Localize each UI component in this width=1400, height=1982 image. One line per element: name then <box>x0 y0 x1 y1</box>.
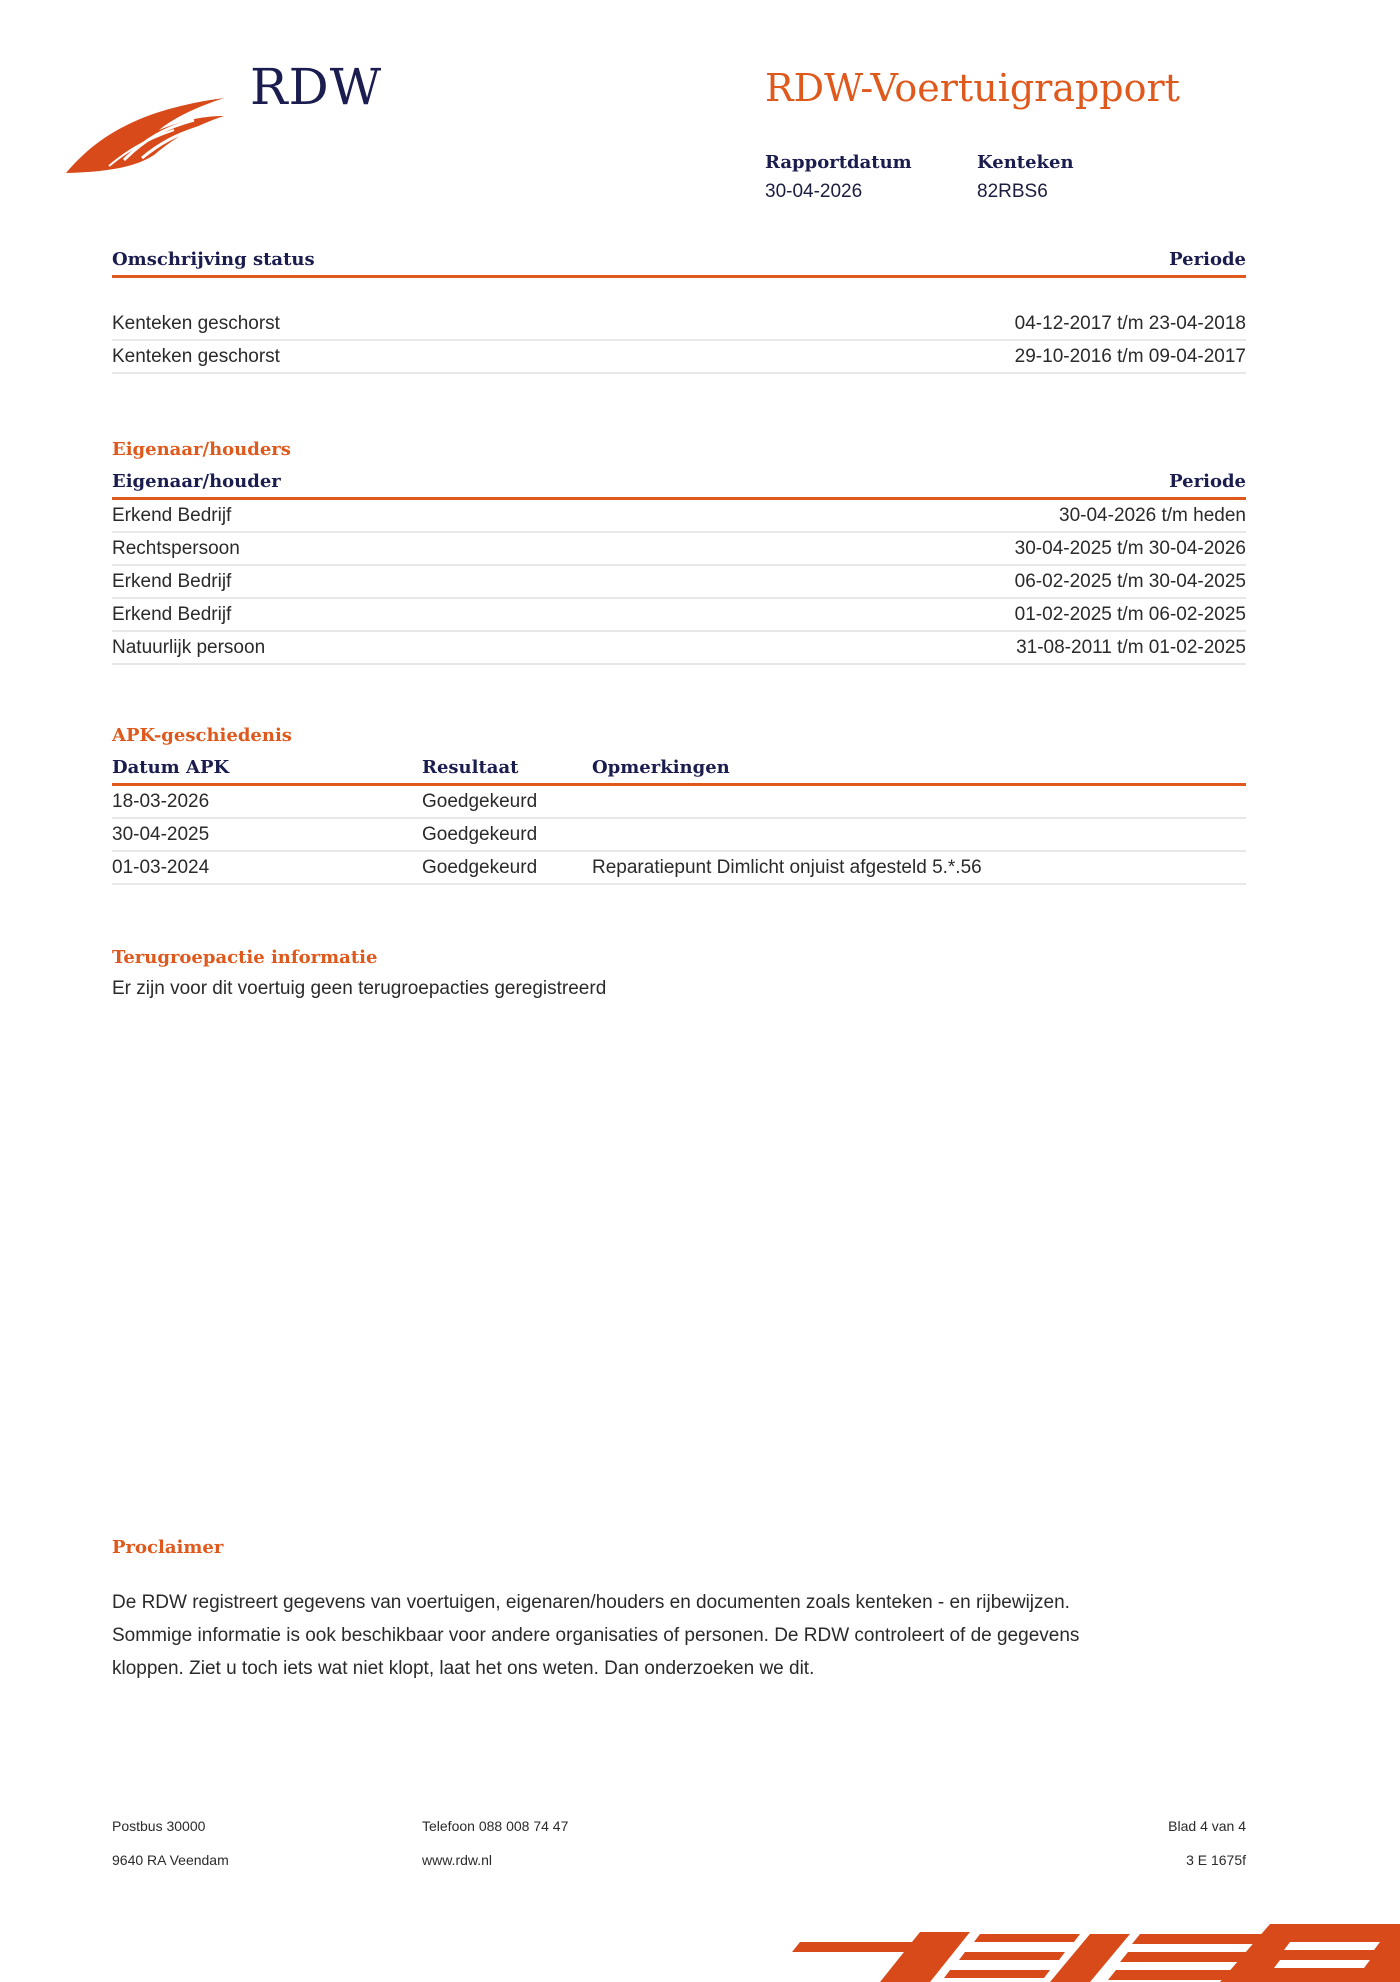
owners-col-period: Periode <box>1169 471 1246 492</box>
table-row <box>112 599 1246 632</box>
apk-result: Goedgekeurd <box>422 823 538 845</box>
apk-col-remarks: Opmerkingen <box>592 757 730 778</box>
recall-section <box>112 942 1246 1000</box>
apk-date: 01-03-2024 <box>112 856 210 878</box>
apk-title: APK-geschiedenis <box>112 725 292 746</box>
owner-period: 01-02-2025 t/m 06-02-2025 <box>1014 603 1246 625</box>
footer-phone: Telefoon 088 008 74 47 <box>422 1818 569 1834</box>
plate-value: 82RBS6 <box>977 181 1048 202</box>
proclaimer-line: kloppen. Ziet u toch iets wat niet klopt, laat het ons weten. Dan onderzoeken we dit. <box>112 1658 815 1679</box>
owner-period: 30-04-2026 t/m heden <box>1059 504 1246 526</box>
proclaimer-title: Proclaimer <box>112 1537 224 1558</box>
footer-address <box>112 1818 229 1868</box>
owners-section <box>112 434 1246 665</box>
footer-website[interactable]: www.rdw.nl <box>422 1852 493 1868</box>
report-date-block <box>765 152 912 203</box>
status-col-description: Omschrijving status <box>112 249 315 270</box>
decorative-stripes-icon <box>790 1920 1400 1982</box>
footer-page-info <box>1168 1818 1246 1868</box>
table-row <box>112 308 1246 341</box>
footer-contact <box>422 1818 568 1868</box>
table-row <box>112 786 1246 819</box>
footer-code: 3 E 1675f <box>1186 1852 1246 1868</box>
table-row <box>112 632 1246 665</box>
apk-result: Goedgekeurd <box>422 790 538 812</box>
footer-page-number: Blad 4 van 4 <box>1168 1818 1246 1834</box>
proclaimer-line: De RDW registreert gegevens van voertuigen, eigenaren/houders en documenten zoals kenteken - en rijbewijzen. <box>112 1592 1070 1613</box>
table-row <box>112 819 1246 852</box>
table-row <box>112 852 1246 885</box>
recall-title: Terugroepactie informatie <box>112 947 378 968</box>
plate-block <box>977 152 1074 203</box>
status-description: Kenteken geschorst <box>112 312 280 334</box>
status-period: 29-10-2016 t/m 09-04-2017 <box>1014 345 1246 367</box>
report-date-value: 30-04-2026 <box>765 181 863 202</box>
apk-date: 18-03-2026 <box>112 790 210 812</box>
owner-type: Erkend Bedrijf <box>112 570 232 592</box>
apk-table-header <box>112 752 1246 786</box>
apk-result: Goedgekeurd <box>422 856 538 878</box>
proclaimer-line: Sommige informatie is ook beschikbaar voor andere organisaties of personen. De RDW controleert of de gegevens <box>112 1625 1080 1646</box>
apk-col-result: Resultaat <box>422 757 519 778</box>
table-row <box>112 533 1246 566</box>
status-col-period: Periode <box>1169 249 1246 270</box>
table-row <box>112 566 1246 599</box>
footer-address-line: Postbus 30000 <box>112 1818 206 1834</box>
status-period: 04-12-2017 t/m 23-04-2018 <box>1014 312 1246 334</box>
status-description: Kenteken geschorst <box>112 345 280 367</box>
logo-text: RDW <box>250 58 383 116</box>
owners-table-header <box>112 466 1246 500</box>
report-date-label: Rapportdatum <box>765 152 912 173</box>
apk-remarks: Reparatiepunt Dimlicht onjuist afgesteld 5.*.56 <box>592 856 982 878</box>
apk-col-date: Datum APK <box>112 757 230 778</box>
owner-period: 30-04-2025 t/m 30-04-2026 <box>1014 537 1246 559</box>
owner-period: 31-08-2011 t/m 01-02-2025 <box>1016 636 1246 658</box>
status-table <box>112 244 1246 374</box>
plate-label: Kenteken <box>977 152 1074 173</box>
owner-type: Erkend Bedrijf <box>112 504 232 526</box>
owners-title: Eigenaar/houders <box>112 439 291 460</box>
owner-type: Erkend Bedrijf <box>112 603 232 625</box>
apk-section <box>112 720 1246 885</box>
proclaimer-section <box>112 1532 1246 1685</box>
status-table-header <box>112 244 1246 278</box>
footer-address-line: 9640 RA Veendam <box>112 1852 229 1868</box>
document-title: RDW-Voertuigrapport <box>765 66 1180 110</box>
owner-period: 06-02-2025 t/m 30-04-2025 <box>1014 570 1246 592</box>
owners-col-owner: Eigenaar/houder <box>112 471 281 492</box>
recall-text: Er zijn voor dit voertuig geen terugroepacties geregistreerd <box>112 978 607 999</box>
owner-type: Natuurlijk persoon <box>112 636 266 658</box>
proclaimer-text <box>112 1586 1246 1685</box>
owner-type: Rechtspersoon <box>112 537 240 559</box>
table-row <box>112 500 1246 533</box>
apk-date: 30-04-2025 <box>112 823 210 845</box>
table-row <box>112 341 1246 374</box>
